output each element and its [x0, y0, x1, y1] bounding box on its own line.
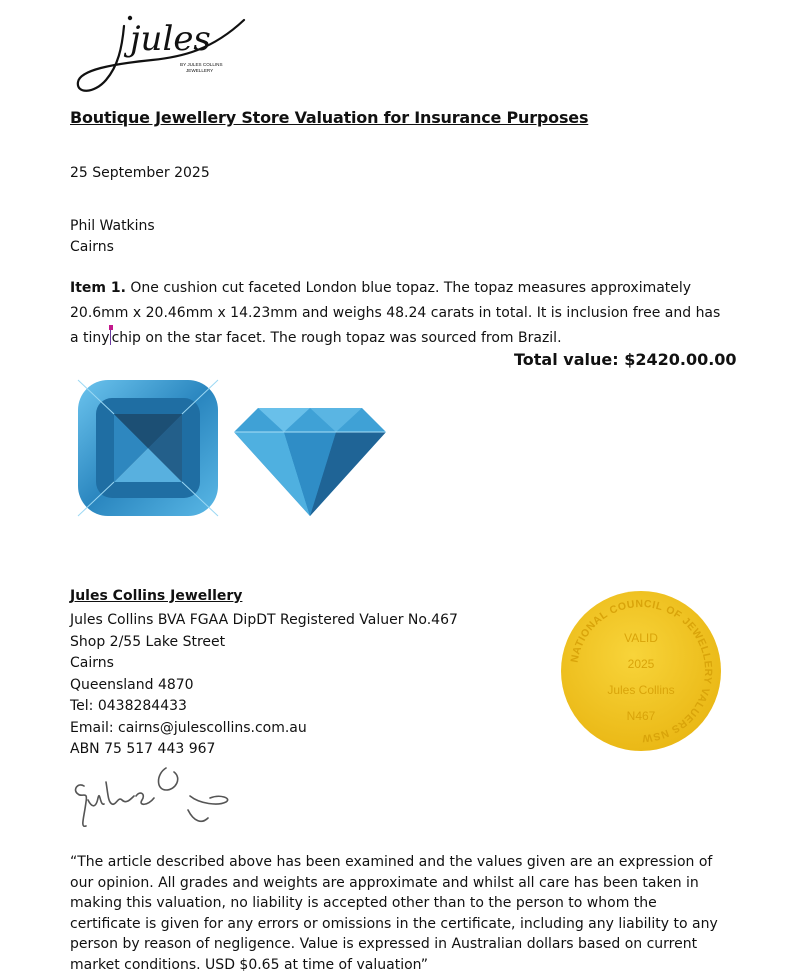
item-line-1-text: One cushion cut faceted London blue topaz. The topaz measures approximately: [130, 280, 692, 296]
seal-line-3: Jules Collins: [607, 683, 675, 697]
disclaimer-text: “The article described above has been examined and the values given are an expression of our opinion. All grades and weights are approximate and whilst all care has been taken in making this valuation, no liability is accepted other than to the person to whom the certificate is given for any errors or omissions in the certificate, including any liability to any person by reason of negligence. Value is expressed in Australian dollars based on current market conditions. USD $0.65 at time of valuation”: [70, 854, 718, 973]
valuer-signature: [70, 760, 245, 835]
item-label: Item 1.: [70, 280, 126, 296]
logo-mark: [72, 8, 252, 100]
valuer-line-street: Shop 2/55 Lake Street: [70, 633, 226, 650]
client-city: Cairns: [70, 239, 114, 255]
valuer-company: Jules Collins Jewellery: [70, 588, 243, 604]
seal-line-2: 2025: [627, 657, 655, 671]
logo-tagline-1: BY JULES COLLINS: [180, 62, 223, 67]
topaz-top-view-image: [74, 376, 222, 520]
valuer-seal: [560, 590, 722, 752]
document-title: Boutique Jewellery Store Valuation for Insurance Purposes: [70, 108, 589, 127]
seal-ring-text: NATIONAL COUNCIL OF JEWELLERY VALUERS NSW: [568, 597, 715, 745]
item-description: [70, 276, 730, 351]
valuer-line-abn: ABN 75 517 443 967: [70, 741, 216, 757]
valuer-line-credentials: Jules Collins BVA FGAA DipDT Registered Valuer No.467: [70, 612, 458, 628]
item-line-3b: chip on the star facet. The rough topaz was sourced from Brazil.: [111, 330, 562, 346]
topaz-side-view-image: [228, 396, 392, 520]
valuer-line-email: Email: cairns@julescollins.com.au: [70, 719, 307, 736]
valuer-address: [70, 610, 458, 761]
jules-logo: [72, 8, 252, 100]
item-line-3: [70, 326, 730, 351]
seal-line-4: N467: [626, 709, 656, 723]
total-value: Total value: $2420.00.00: [514, 350, 737, 369]
item-line-2: 20.6mm x 20.46mm x 14.23mm and weighs 48.24 carats in total. It is inclusion free and has: [70, 305, 721, 321]
valuer-line-city: Cairns: [70, 655, 114, 671]
valuer-line-state: Queensland 4870: [70, 676, 194, 693]
client-name: Phil Watkins: [70, 218, 155, 234]
item-line-1: [70, 276, 730, 301]
valuation-date: 25 September 2025: [70, 165, 210, 181]
logo-tagline-2: JEWELLERY: [186, 68, 214, 73]
text-cursor-icon: [110, 328, 112, 345]
seal-line-1: VALID: [624, 631, 658, 645]
valuer-line-phone: Tel: 0438284433: [70, 698, 187, 714]
item-line-3a: a tiny: [70, 330, 110, 346]
logo-wordmark: jules: [130, 19, 211, 59]
